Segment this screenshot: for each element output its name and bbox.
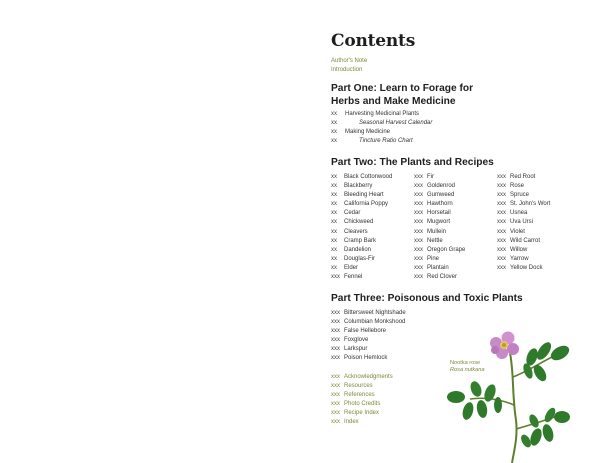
page-number: xx <box>331 255 337 262</box>
page-number: xx <box>331 219 337 226</box>
entry-title: Index <box>344 419 359 426</box>
caption-latin-name: Rosa nutkana <box>450 367 485 374</box>
toc-entry[interactable] <box>331 354 406 363</box>
back-matter-list <box>331 373 393 428</box>
entry-title: Bittersweet Nightshade <box>344 310 406 316</box>
toc-entry[interactable] <box>331 327 406 336</box>
page-number: xxx <box>497 264 506 271</box>
entry-title: Resources <box>344 383 373 390</box>
toc-entry[interactable] <box>497 218 550 227</box>
entry-title: Seasonal Harvest Calendar <box>359 120 433 127</box>
toc-entry[interactable] <box>331 264 392 273</box>
part-one-heading: Part One: Learn to Forage for Herbs and Make Medicine <box>331 83 474 107</box>
entry-title: Rose <box>510 183 525 190</box>
toc-entry[interactable] <box>497 255 550 264</box>
toc-entry[interactable] <box>331 391 393 400</box>
toc-entry[interactable] <box>414 218 465 227</box>
entry-title: Cedar <box>344 210 361 217</box>
entry-title: Mugwort <box>427 219 451 226</box>
toc-entry[interactable] <box>414 209 465 218</box>
leaf <box>548 343 571 363</box>
entry-title: Mullein <box>427 228 447 235</box>
entry-title: Bleeding Heart <box>344 192 384 199</box>
toc-entry[interactable] <box>497 191 550 200</box>
entry-title: Douglas-Fir <box>344 255 376 262</box>
toc-sub-entry[interactable] <box>331 137 432 146</box>
entry-title: Horsetail <box>427 210 451 217</box>
toc-entry[interactable] <box>331 246 392 255</box>
entry-title: Red Clover <box>427 274 458 281</box>
page-number: xxx <box>497 174 506 180</box>
page-number: xxx <box>414 183 423 190</box>
page-number: xxx <box>331 410 340 417</box>
toc-entry[interactable] <box>331 128 432 137</box>
entry-title: Foxglove <box>344 337 369 344</box>
toc-entry[interactable] <box>331 309 406 318</box>
entry-title: Goldenrod <box>427 183 456 190</box>
entry-title: St. John's Wort <box>510 201 551 208</box>
entry-title: Dandelion <box>344 246 372 253</box>
entry-title: Oregon Grape <box>427 246 466 253</box>
page-number: xxx <box>414 174 423 180</box>
page-number: xxx <box>414 264 423 271</box>
entry-title: Fir <box>427 174 434 180</box>
entry-title: Black Cottonwood <box>344 174 393 180</box>
toc-entry[interactable] <box>414 246 465 255</box>
entry-title: Nettle <box>427 237 443 244</box>
entry-title: Uva Ursi <box>510 219 534 226</box>
entry-title: Harvesting Medicinal Plants <box>345 111 420 117</box>
entry-title: Blackberry <box>344 183 373 190</box>
toc-entry[interactable] <box>331 336 406 345</box>
toc-link-authors-note[interactable]: Author's Note <box>331 58 368 64</box>
toc-entry[interactable] <box>414 264 465 273</box>
entry-title: Making Medicine <box>345 129 391 136</box>
page-number: xxx <box>414 246 423 253</box>
toc-entry[interactable] <box>414 200 465 209</box>
entry-title: Spruce <box>510 192 530 199</box>
page-number: xxx <box>414 274 423 281</box>
page-number: xx <box>331 264 337 271</box>
page-number: xxx <box>414 228 423 235</box>
toc-entry[interactable] <box>331 418 393 427</box>
toc-entry[interactable] <box>331 237 392 246</box>
page-number: xxx <box>331 392 340 399</box>
toc-entry[interactable] <box>331 318 406 327</box>
page-number: xxx <box>497 228 506 235</box>
entry-title: Usnea <box>510 210 528 217</box>
entry-title: Cramp Bark <box>344 237 377 244</box>
leaf <box>461 401 475 421</box>
part-three-heading: Part Three: Poisonous and Toxic Plants <box>331 293 523 304</box>
toc-entry[interactable] <box>331 409 393 418</box>
page-number: xx <box>331 183 337 190</box>
caption-common-name: Nootka rose <box>450 360 481 366</box>
page-number: xxx <box>331 310 340 316</box>
part-one-list <box>331 110 432 146</box>
page-number: xxx <box>331 383 340 390</box>
toc-entry[interactable] <box>331 173 392 182</box>
entry-title: Columbian Monkshood <box>344 319 406 326</box>
entry-title: Wild Carrot <box>510 237 541 244</box>
page-title: Contents <box>331 31 416 51</box>
page-number: xxx <box>331 419 340 426</box>
page-number: xx <box>331 129 337 136</box>
entry-title: Recipe Index <box>344 410 380 417</box>
page-number: xxx <box>331 337 340 344</box>
entry-title: Poison Hemlock <box>344 355 388 362</box>
toc-entry[interactable] <box>497 182 550 191</box>
page-number: xx <box>331 111 337 117</box>
toc-entry[interactable] <box>414 191 465 200</box>
part-two-column-1 <box>331 173 392 282</box>
page-number: xxx <box>331 346 340 353</box>
entry-title: California Poppy <box>344 201 389 208</box>
page-number: xxx <box>414 201 423 208</box>
entry-title: Photo Credits <box>344 401 381 408</box>
toc-entry[interactable] <box>414 273 465 282</box>
front-matter <box>331 57 367 75</box>
page-number: xxx <box>331 319 340 326</box>
entry-title: Red Root <box>510 174 536 180</box>
toc-entry[interactable] <box>414 228 465 237</box>
page-number: xxx <box>331 355 340 362</box>
toc-entry[interactable] <box>497 228 550 237</box>
leaf <box>531 363 549 384</box>
leaf <box>494 397 502 413</box>
entry-title: Plantain <box>427 264 449 271</box>
toc-entry[interactable] <box>331 400 393 409</box>
page-number: xxx <box>497 210 506 217</box>
illustration-caption <box>450 360 485 375</box>
entry-title: Elder <box>344 264 359 271</box>
toc-entry[interactable] <box>331 218 392 227</box>
entry-title: Willow <box>510 246 528 253</box>
part-two-heading: Part Two: The Plants and Recipes <box>331 157 494 168</box>
toc-entry[interactable] <box>414 173 465 182</box>
page-number: xxx <box>497 255 506 262</box>
entry-title: Yellow Dock <box>510 264 543 271</box>
entry-title: Chickweed <box>344 219 374 226</box>
leaf <box>469 380 484 398</box>
toc-entry[interactable] <box>414 255 465 264</box>
page-number: xx <box>331 174 337 180</box>
leaf <box>522 362 535 380</box>
page-number: xxx <box>497 183 506 190</box>
part-two-column-3 <box>497 173 550 273</box>
page-number: xxx <box>497 201 506 208</box>
toc-entry[interactable] <box>497 209 550 218</box>
toc-entry[interactable] <box>497 264 550 273</box>
leaf <box>541 423 555 443</box>
entry-title: False Hellebore <box>344 328 387 335</box>
entry-title: Tincture Ratio Chart <box>359 138 413 145</box>
page-number: xxx <box>414 192 423 199</box>
toc-entry[interactable] <box>331 110 432 119</box>
rose-stem <box>510 353 517 463</box>
entry-title: Acknowledgments <box>344 374 393 380</box>
page-number: xxx <box>331 374 340 380</box>
entry-title: References <box>344 392 375 399</box>
page-number: xxx <box>331 274 340 281</box>
toc-entry[interactable] <box>331 228 392 237</box>
page-number: xxx <box>331 401 340 408</box>
toc-entry[interactable] <box>331 209 392 218</box>
entry-title: Pine <box>427 255 440 262</box>
entry-title: Violet <box>510 228 525 235</box>
page-number: xxx <box>497 246 506 253</box>
page-number: xx <box>331 228 337 235</box>
entry-title: Yarrow <box>510 255 529 262</box>
rose-flower <box>490 332 519 360</box>
toc-entry[interactable] <box>331 255 392 264</box>
page-number: xxx <box>414 219 423 226</box>
page-number: xxx <box>414 210 423 217</box>
leaf <box>527 413 540 429</box>
leaf <box>476 399 489 418</box>
page-number: xx <box>331 237 337 244</box>
page-number: xxx <box>497 192 506 199</box>
toc-entry[interactable] <box>414 237 465 246</box>
part-three-list <box>331 309 406 364</box>
nootka-rose-illustration <box>440 325 600 463</box>
toc-entry[interactable] <box>331 373 393 382</box>
toc-entry[interactable] <box>331 382 393 391</box>
toc-entry[interactable] <box>331 273 392 282</box>
toc-entry[interactable] <box>331 200 392 209</box>
entry-title: Larkspur <box>344 346 368 353</box>
toc-entry[interactable] <box>331 182 392 191</box>
toc-entry[interactable] <box>331 191 392 200</box>
page-number: xxx <box>414 255 423 262</box>
entry-title: Gumweed <box>427 192 455 199</box>
page-number: xxx <box>331 328 340 335</box>
toc-sub-entry[interactable] <box>331 119 432 128</box>
entry-title: Cleavers <box>344 228 368 235</box>
entry-title: Fennel <box>344 274 363 281</box>
page-number: xxx <box>414 237 423 244</box>
page-number: xx <box>331 201 337 208</box>
page-number: xx <box>331 210 337 217</box>
page-number: xx <box>331 138 337 145</box>
toc-entry[interactable] <box>497 237 550 246</box>
toc-entry[interactable] <box>331 345 406 354</box>
page-number: xxx <box>497 237 506 244</box>
entry-title: Hawthorn <box>427 201 453 208</box>
leaf <box>554 411 570 423</box>
page-number: xx <box>331 246 337 253</box>
toc-entry[interactable] <box>497 173 550 182</box>
toc-entry[interactable] <box>497 200 550 209</box>
page-number: xx <box>331 120 337 127</box>
page-number: xxx <box>497 219 506 226</box>
part-two-column-2 <box>414 173 465 282</box>
toc-link-introduction[interactable]: Introduction <box>331 67 363 74</box>
page-number: xx <box>331 192 337 199</box>
leaf <box>447 391 465 403</box>
toc-entry[interactable] <box>497 246 550 255</box>
toc-entry[interactable] <box>414 182 465 191</box>
